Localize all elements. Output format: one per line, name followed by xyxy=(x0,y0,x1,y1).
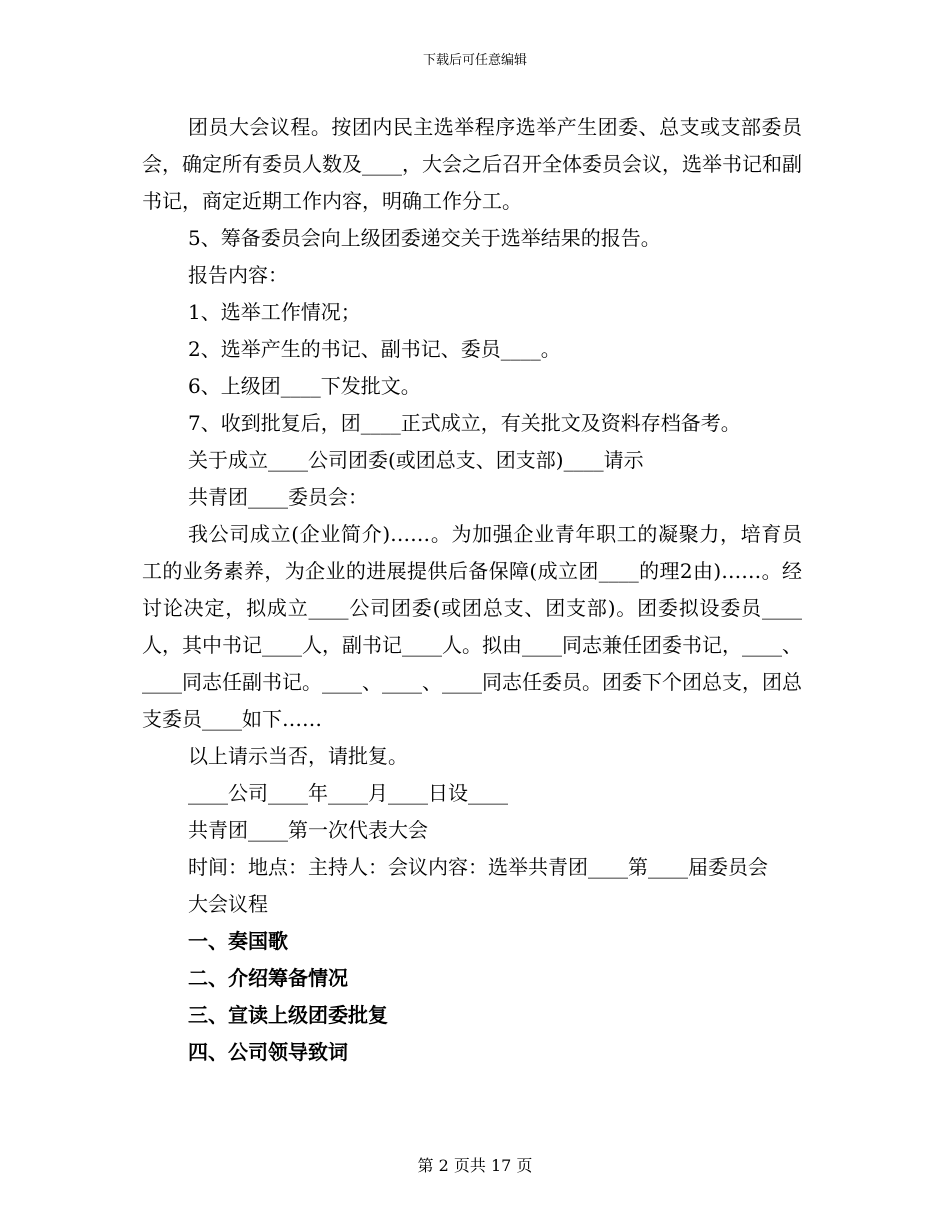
paragraph-16: 一、奏国歌 xyxy=(188,929,288,953)
paragraph-2: 5、筹备委员会向上级团委递交关于选举结果的报告。 xyxy=(188,226,661,250)
paragraph-17: 二、介绍筹备情况 xyxy=(188,966,348,990)
page-footer: 第 2 页共 17 页 xyxy=(417,1156,533,1175)
page-header: 下载后可任意编辑 xyxy=(422,53,527,68)
paragraph-11: 以上请示当否，请批复。 xyxy=(188,744,408,768)
paragraph-5: 2、选举产生的书记、副书记、委员____。 xyxy=(188,337,561,361)
paragraph-13: 共青团____第一次代表大会 xyxy=(188,818,428,842)
paragraph-6: 6、上级团____下发批文。 xyxy=(188,374,421,398)
paragraph-1: 团员大会议程。按团内民主选举程序选举产生团委、总支或支部委员会，确定所有委员人数及____，大会之后召开全体委员会议，选举书记和副书记，商定近期工作内容，明确工作分工。 xyxy=(142,115,802,213)
paragraph-14: 时间：地点：主持人：会议内容：选举共青团____第____届委员会 xyxy=(188,855,768,879)
paragraph-7: 7、收到批复后，团____正式成立，有关批文及资料存档备考。 xyxy=(188,411,741,435)
paragraph-8: 关于成立____公司团委(或团总支、团支部)____请示 xyxy=(188,448,644,472)
paragraph-3: 报告内容： xyxy=(188,263,288,287)
paragraph-12: ____公司____年____月____日设____ xyxy=(188,781,508,805)
document-body xyxy=(142,109,802,1071)
paragraph-19: 四、公司领导致词 xyxy=(188,1040,348,1064)
paragraph-4: 1、选举工作情况； xyxy=(188,300,361,324)
paragraph-18: 三、宣读上级团委批复 xyxy=(188,1003,388,1027)
paragraph-10: 我公司成立(企业简介)……。为加强企业青年职工的凝聚力，培育员工的业务素养，为企业的进展提供后备保障(成立团____的理2由)……。经讨论决定，拟成立____公司团委(或团总支、团支部)。团委拟设委员____人，其中书记____人，副书记____人。拟由____同志兼任团委书记，____、____同志任副书记。____、____、____同志任委员。团委下个团总支，团总支委员____如下…… xyxy=(142,522,802,731)
paragraph-9: 共青团____委员会： xyxy=(188,485,368,509)
paragraph-15: 大会议程 xyxy=(188,892,268,916)
